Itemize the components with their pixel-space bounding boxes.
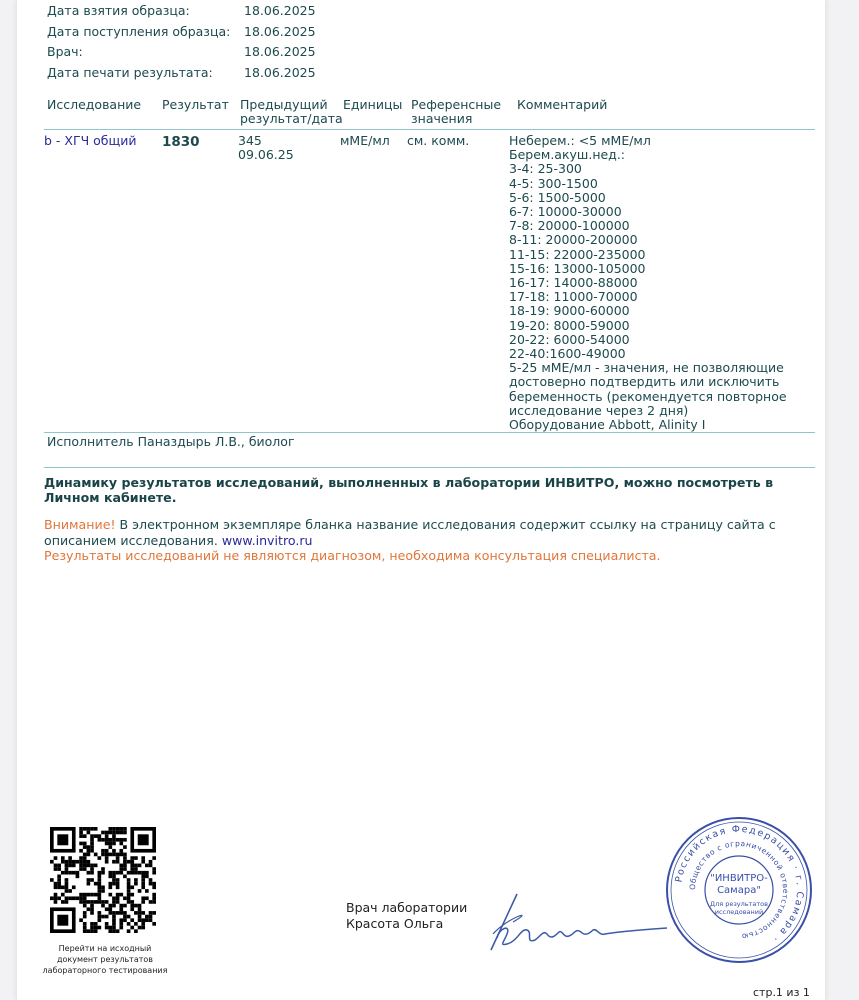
comment-line: 4-5: 300-1500 [509, 175, 598, 191]
header-units: Единицы [343, 97, 403, 112]
header-reference [411, 98, 501, 126]
stamp-inner-ring-text: Общество с ограниченной ответственностью [687, 838, 791, 942]
meta-row-received-date [47, 24, 316, 45]
result-value: 1830 [162, 134, 200, 150]
attention-text: В электронном экземпляре бланка название исследования содержит ссылку на страницу сайта с описанием исследования. [44, 517, 776, 548]
meta-label: Дата взятия образца: [47, 3, 190, 18]
disclaimer: Результаты исследований не являются диагнозом, необходима консультация специалиста. [44, 548, 661, 563]
signature-icon [477, 888, 672, 958]
meta-label: Дата поступления образца: [47, 23, 231, 39]
comment-line: 8-11: 20000-200000 [509, 232, 638, 248]
stamp-outer-text: Российская Федерация · г. Самара · [673, 823, 806, 945]
qr-block[interactable] [42, 827, 168, 976]
header-reference-line1: Референсные [411, 97, 502, 112]
meta-row-print-date [47, 65, 316, 86]
comment-line: 11-15: 22000-235000 [509, 246, 646, 262]
meta-row-doctor [47, 44, 316, 65]
signer [346, 900, 467, 932]
comment-line: 17-18: 11000-70000 [509, 289, 638, 305]
notice-block [44, 476, 804, 564]
comment-line: 7-8: 20000-100000 [509, 218, 630, 234]
previous-result [238, 134, 294, 162]
qr-caption-line2: документ результатов [56, 955, 154, 964]
stamp-center-4: исследований [714, 908, 764, 916]
header-result: Результат [162, 97, 229, 112]
qr-caption-line3: лабораторного тестирования [42, 966, 168, 975]
signer-title: Врач лаборатории [346, 900, 468, 915]
comment-line: 22-40:1600-49000 [509, 346, 626, 362]
meta-value: 18.06.2025 [244, 44, 316, 59]
previous-date: 09.06.25 [238, 147, 294, 163]
comment-line: 19-20: 8000-59000 [509, 317, 630, 333]
comment-line: 16-17: 14000-88000 [509, 275, 638, 291]
attention-label: Внимание! [44, 517, 116, 532]
header-divider [44, 129, 815, 130]
comment-line: 15-16: 13000-105000 [509, 260, 646, 276]
comment-line: Берем.акуш.нед.: [509, 147, 626, 163]
page-number: стр.1 из 1 [753, 986, 810, 999]
stamp-center-3: Для результатов [710, 900, 768, 908]
stamp-center-1: "ИНВИТРО- [710, 873, 768, 884]
meta-value: 18.06.2025 [244, 23, 316, 39]
signer-name: Красота Ольга [346, 916, 444, 931]
qr-caption-line1: Перейти на исходный [58, 944, 152, 953]
attention-notice [44, 517, 804, 548]
comment-line: 18-19: 9000-60000 [509, 303, 630, 319]
header-previous [240, 98, 343, 126]
stamp-center-2: Самара" [717, 885, 761, 896]
company-stamp [664, 815, 814, 965]
invitro-site-link[interactable]: www.invitro.ru [221, 532, 313, 548]
header-test: Исследование [47, 97, 142, 112]
table-header [47, 98, 815, 130]
header-comment: Комментарий [517, 97, 608, 112]
meta-label: Врач: [47, 44, 83, 59]
previous-value: 345 [238, 133, 262, 148]
comment-line: Неберем.: <5 мМЕ/мл [509, 133, 651, 148]
meta-value: 18.06.2025 [244, 3, 316, 18]
result-page [17, 0, 825, 1000]
dynamics-notice: Динамику результатов исследований, выполненных в лаборатории ИНВИТРО, можно посмотреть в Личном кабинете. [44, 475, 774, 505]
meta-label: Дата печати результата: [47, 64, 213, 80]
meta-value: 18.06.2025 [244, 64, 316, 80]
comment-line: Оборудование Abbott, Alinity I [509, 417, 706, 433]
comment-line: 3-4: 25-300 [509, 161, 582, 177]
sample-info [47, 3, 316, 85]
header-previous-line1: Предыдущий [240, 97, 328, 112]
test-name-link[interactable]: b - ХГЧ общий [44, 133, 137, 148]
comment-line: беременность (рекомендуется повторное [509, 388, 787, 404]
comment-line: 5-6: 1500-5000 [509, 189, 606, 205]
comment-line: 20-22: 6000-54000 [509, 331, 630, 347]
comment-line: исследование через 2 дня) [509, 402, 689, 418]
reference: см. комм. [407, 133, 470, 148]
comment-line: 6-7: 10000-30000 [509, 204, 622, 220]
units: мМЕ/мл [340, 133, 390, 148]
comment-line: 5-25 мМЕ/мл - значения, не позволяющие [509, 360, 784, 376]
comment-line: достоверно подтвердить или исключить [509, 374, 780, 390]
header-reference-line2: значения [411, 111, 473, 126]
qr-code-icon[interactable] [50, 827, 156, 933]
row-divider [44, 432, 815, 433]
comment [509, 134, 787, 432]
executor: Исполнитель Паназдырь Л.В., биолог [47, 434, 295, 449]
section-divider [44, 467, 815, 468]
header-previous-line2: результат/дата [240, 111, 343, 126]
meta-row-sample-date [47, 3, 316, 24]
qr-caption [40, 943, 170, 976]
